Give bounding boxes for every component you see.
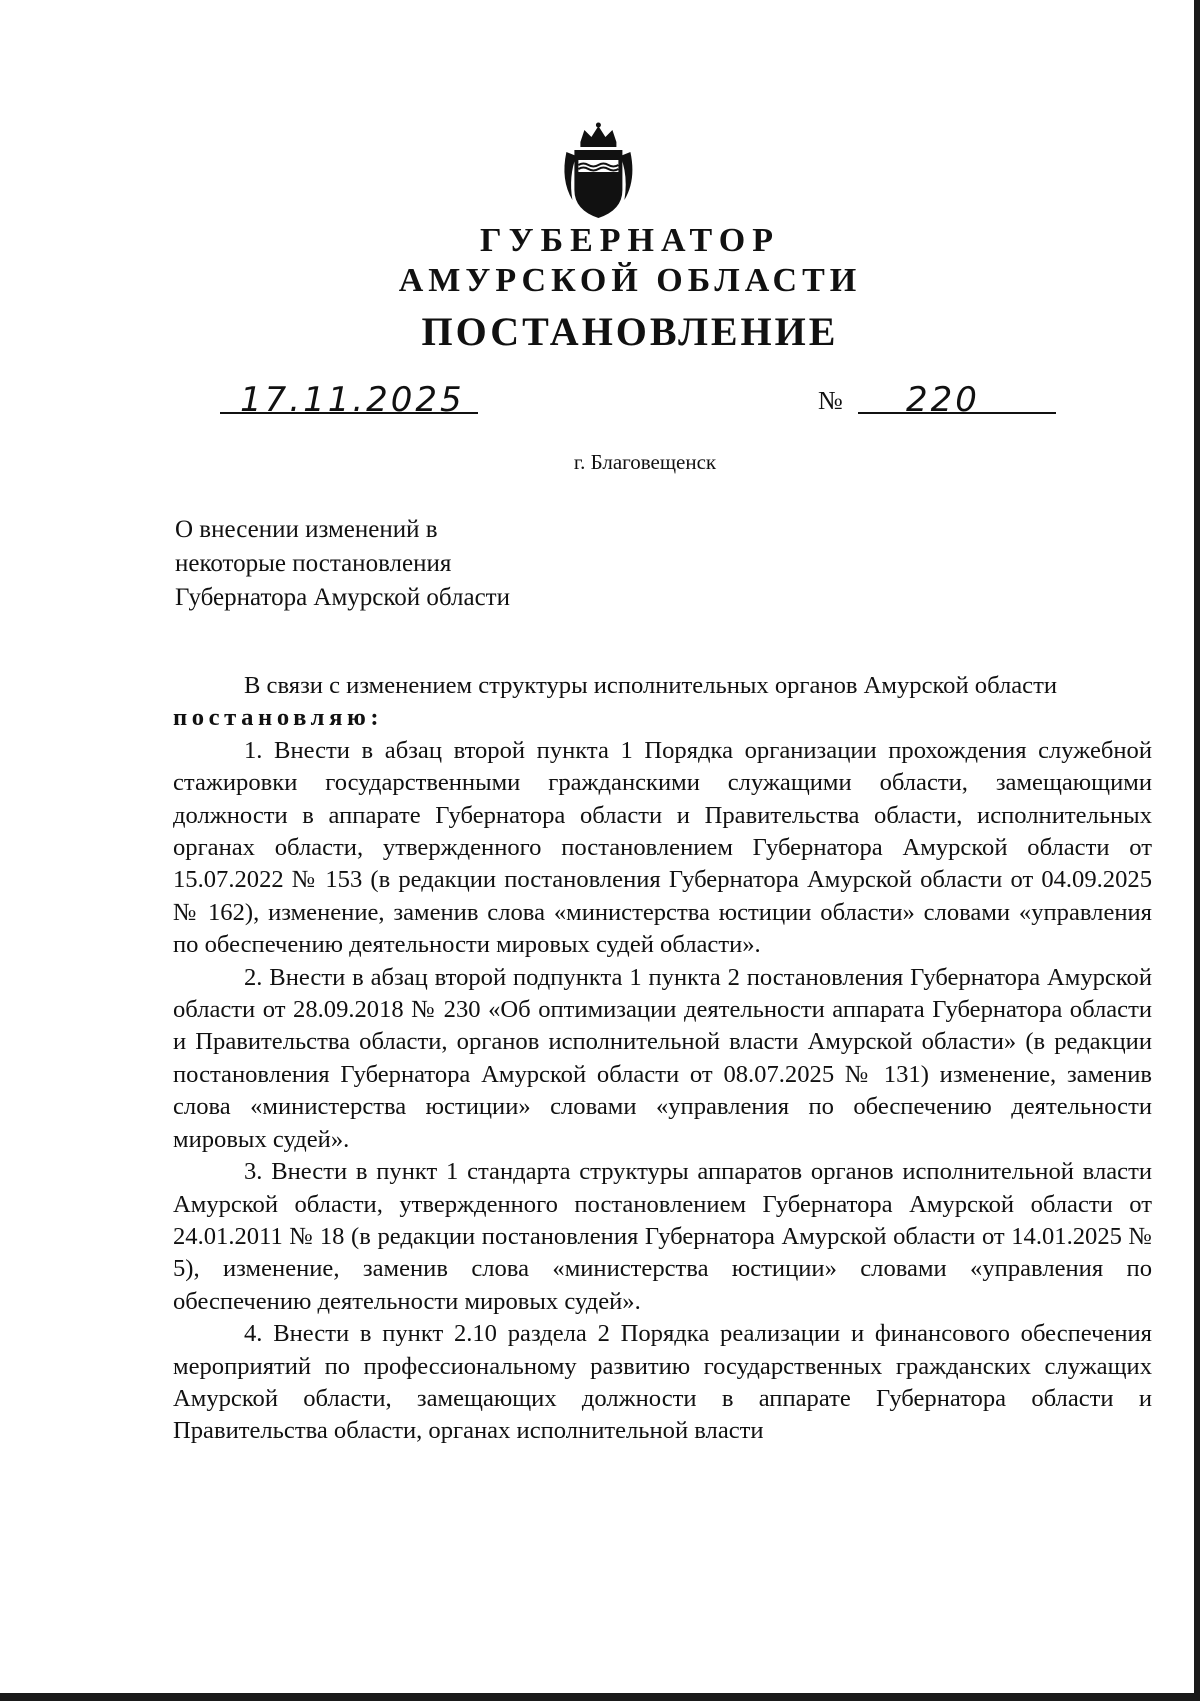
subject-line: О внесении изменений в [175, 516, 438, 543]
scan-edge-bottom [0, 1693, 1200, 1701]
document-type-title: ПОСТАНОВЛЕНИЕ [421, 309, 839, 354]
issuer-title: ГУБЕРНАТОР [480, 222, 780, 259]
number-sign: № [818, 386, 843, 415]
document-subject [175, 513, 510, 615]
subject-line: Губернатора Амурской области [175, 584, 510, 611]
item-paragraph: 1. Внести в абзац второй пункта 1 Порядка организации прохождения служебной стажировки государственными гражданскими служащими области, замещающими должности в аппарате Губернатора области и Правительства области, исполнительных органах области, утвержденного постановлением Губернатора Амурской области от 15.07.2022 № 153 (в редакции постановления Губернатора Амурской области от 04.09.2025 № 162), изменение, заменив слова «министерства юстиции области» словами «управления по обеспечению деятельности мировых судей области». [173, 736, 1152, 959]
preamble-paragraph: В связи с изменением структуры исполнительных органов Амурской области [244, 672, 1057, 699]
document-body [173, 670, 1152, 1448]
issuer-region: АМУРСКОЙ ОБЛАСТИ [398, 262, 862, 299]
resolve-phrase: постановляю: [173, 704, 384, 732]
coat-of-arms-icon [558, 120, 638, 220]
document-number: 220 [906, 380, 980, 420]
document-date: 17.11.2025 [240, 380, 465, 420]
item-paragraph: 3. Внести в пункт 1 стандарта структуры аппаратов органов исполнительной власти Амурской области, утвержденного постановлением Губернатора Амурской области от 24.01.2011 № 18 (в редакции постановления Губернатора Амурской области от 14.01.2025 № 5), изменение, заменив слова «министерства юстиции» словами «управления по обеспечению деятельности мировых судей». [173, 1158, 1152, 1315]
subject-line: некоторые постановления [175, 550, 452, 577]
city-line: г. Благовещенск [573, 450, 717, 474]
item-paragraph: 2. Внести в абзац второй подпункта 1 пункта 2 постановления Губернатора Амурской области от 28.09.2018 № 230 «Об оптимизации деятельности аппарата Губернатора области и Правительства области, органов исполнительной власти Амурской области» (в редакции постановления Губернатора Амурской области от 08.07.2025 № 131) изменение, заменив слова «министерства юстиции» словами «управления по обеспечению деятельности мировых судей». [173, 963, 1152, 1153]
item-paragraph: 4. Внести в пункт 2.10 раздела 2 Порядка реализации и финансового обеспечения мероприятий по профессиональному развитию государственных гражданских служащих Амурской области, замещающих должности в аппарате Губернатора области и Правительства области, органах исполнительной власти [173, 1320, 1152, 1445]
